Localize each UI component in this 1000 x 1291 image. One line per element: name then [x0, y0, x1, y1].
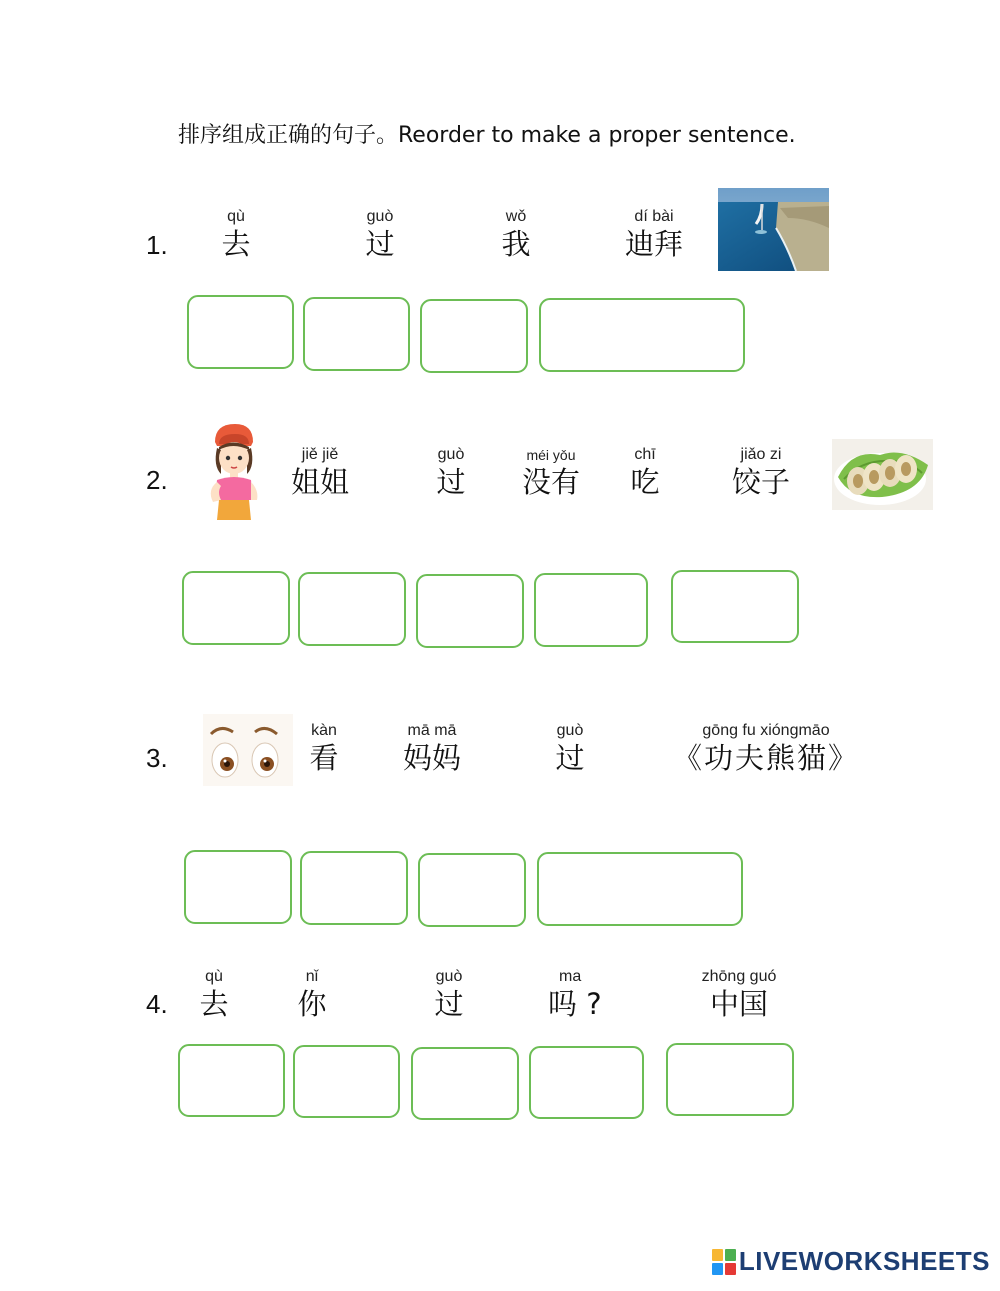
word-card[interactable] — [614, 208, 694, 262]
pinyin-label: guò — [556, 722, 584, 739]
hanzi-label: 过 — [365, 227, 395, 261]
liveworksheets-brand[interactable] — [712, 1246, 990, 1277]
hanzi-label: 妈妈 — [402, 741, 461, 775]
dumplings-photo — [832, 439, 933, 510]
pinyin-label: guò — [437, 446, 465, 463]
hanzi-label: 没有 — [521, 465, 580, 499]
answer-box[interactable] — [666, 1043, 794, 1116]
answer-box[interactable] — [671, 570, 799, 643]
word-card[interactable] — [350, 208, 410, 262]
answer-box[interactable] — [182, 571, 290, 645]
pinyin-label: kàn — [311, 722, 337, 739]
pinyin-label: guò — [435, 968, 463, 985]
pinyin-label: zhōng guó — [701, 968, 777, 985]
word-card[interactable] — [486, 208, 546, 262]
eyes-cartoon-image — [203, 714, 293, 786]
question-2-number: 2. — [146, 465, 168, 495]
hanzi-label: 中国 — [709, 987, 768, 1021]
pinyin-label: nǐ — [305, 968, 319, 985]
question-1-number: 1. — [146, 230, 168, 260]
hanzi-label: 过 — [555, 741, 585, 775]
hanzi-label: 我 — [501, 227, 531, 261]
liveworksheets-logo-icon — [712, 1249, 736, 1275]
pinyin-label: qù — [227, 208, 245, 225]
answer-box[interactable] — [534, 573, 648, 647]
pinyin-label: chī — [634, 446, 656, 463]
word-card[interactable] — [694, 968, 784, 1022]
word-card[interactable] — [294, 722, 354, 776]
pinyin-label: jiǎo zi — [740, 446, 782, 463]
pinyin-label: jiě jiě — [301, 446, 339, 463]
pinyin-label: ma — [559, 968, 582, 985]
hanzi-label: 看 — [309, 741, 339, 775]
hanzi-label: 过 — [434, 987, 464, 1021]
word-card[interactable] — [615, 446, 675, 500]
word-card[interactable] — [721, 446, 801, 500]
hanzi-label: 吗 ? — [548, 987, 602, 1021]
pinyin-label: gōng fu xióngmāo — [702, 722, 830, 739]
hanzi-label: 姐姐 — [290, 465, 349, 499]
pinyin-label: méi yǒu — [526, 447, 576, 463]
pinyin-label: dí bài — [634, 208, 674, 225]
hanzi-label: 饺子 — [731, 465, 790, 499]
pinyin-label: qù — [205, 968, 223, 985]
question-3-number: 3. — [146, 743, 168, 773]
word-card[interactable] — [656, 722, 876, 776]
word-card[interactable] — [284, 968, 340, 1022]
answer-box[interactable] — [420, 299, 528, 373]
pinyin-label: wǒ — [505, 208, 527, 225]
brand-label: LIVEWORKSHEETS — [738, 1246, 990, 1276]
word-card[interactable] — [206, 208, 266, 262]
answer-box[interactable] — [187, 295, 294, 369]
answer-box[interactable] — [416, 574, 524, 648]
answer-box[interactable] — [537, 852, 743, 926]
answer-box[interactable] — [300, 851, 408, 925]
hanzi-label: 过 — [436, 465, 466, 499]
answer-box[interactable] — [303, 297, 410, 371]
word-card[interactable] — [511, 446, 591, 500]
word-card[interactable] — [421, 446, 481, 500]
pinyin-label: guò — [366, 208, 394, 225]
hanzi-label: 去 — [221, 227, 251, 261]
hanzi-label: 《功夫熊猫》 — [672, 741, 859, 775]
word-card[interactable] — [280, 446, 360, 500]
hanzi-label: 你 — [297, 987, 327, 1021]
hanzi-label: 去 — [199, 987, 229, 1021]
answer-box[interactable] — [298, 572, 406, 646]
hanzi-label: 迪拜 — [624, 227, 683, 261]
word-card[interactable] — [548, 968, 628, 1022]
answer-box[interactable] — [418, 853, 526, 927]
answer-box[interactable] — [411, 1047, 519, 1120]
answer-box[interactable] — [293, 1045, 400, 1118]
word-card[interactable] — [421, 968, 477, 1022]
girl-cartoon-image — [203, 420, 261, 520]
pinyin-label: mā mā — [407, 722, 457, 739]
instruction-title: 排序组成正确的句子。Reorder to make a proper sentence. — [178, 123, 796, 148]
answer-box[interactable] — [184, 850, 292, 924]
answer-box[interactable] — [178, 1044, 285, 1117]
answer-box[interactable] — [529, 1046, 644, 1119]
answer-box[interactable] — [539, 298, 745, 372]
hanzi-label: 吃 — [630, 465, 660, 499]
word-card[interactable] — [186, 968, 242, 1022]
question-4-number: 4. — [146, 989, 168, 1019]
dubai-photo — [718, 188, 829, 271]
word-card[interactable] — [540, 722, 600, 776]
word-card[interactable] — [392, 722, 472, 776]
